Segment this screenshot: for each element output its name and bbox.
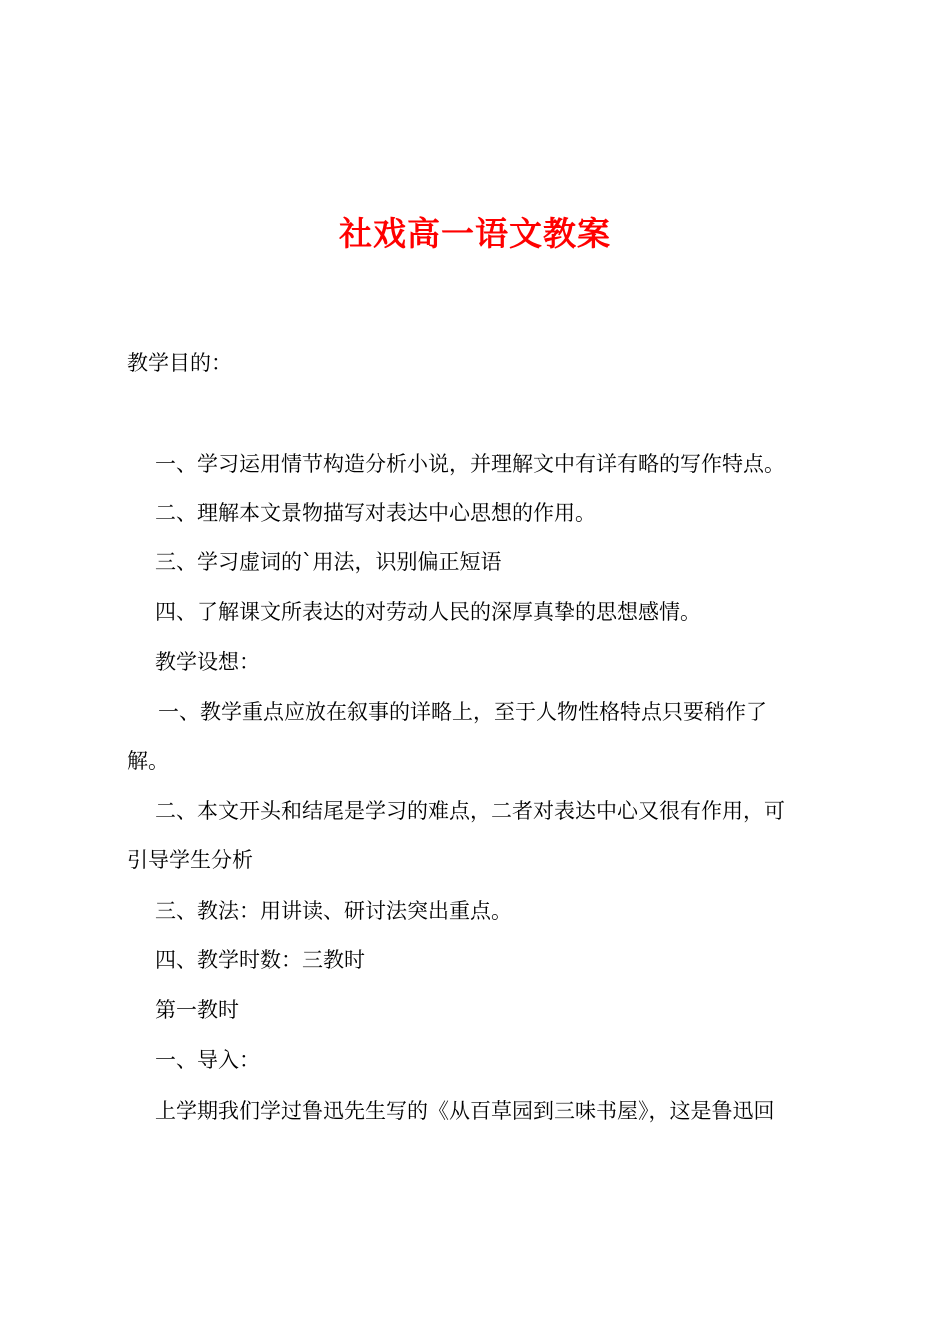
document-title: 社戏高一语文教案 xyxy=(339,214,611,253)
design-item-2-continued: 引导学生分析 xyxy=(127,848,253,872)
lesson-heading: 第一教时 xyxy=(155,998,239,1022)
section-heading-design: 教学设想： xyxy=(155,650,260,674)
design-item-4: 四、教学时数：三教时 xyxy=(155,948,365,972)
design-item-2: 二、本文开头和结尾是学习的难点，二者对表达中心又很有作用，可 xyxy=(155,799,785,823)
section-heading-objectives: 教学目的： xyxy=(127,351,232,375)
design-item-1-continued: 解。 xyxy=(127,749,169,773)
intro-paragraph: 上学期我们学过鲁迅先生写的《从百草园到三味书屋》，这是鲁迅回 xyxy=(155,1099,775,1123)
design-item-1: 一、教学重点应放在叙事的详略上，至于人物性格特点只要稍作了 xyxy=(158,700,767,724)
objective-item-2: 二、理解本文景物描写对表达中心思想的作用。 xyxy=(155,501,596,525)
objective-item-4: 四、了解课文所表达的对劳动人民的深厚真挚的思想感情。 xyxy=(155,600,701,624)
intro-heading: 一、导入： xyxy=(155,1048,260,1072)
design-item-3: 三、教法：用讲读、研讨法突出重点。 xyxy=(155,899,512,923)
objective-item-3: 三、学习虚词的`用法，识别偏正短语 xyxy=(155,550,502,574)
objective-item-1: 一、学习运用情节构造分析小说，并理解文中有详有略的写作特点。 xyxy=(155,452,785,476)
